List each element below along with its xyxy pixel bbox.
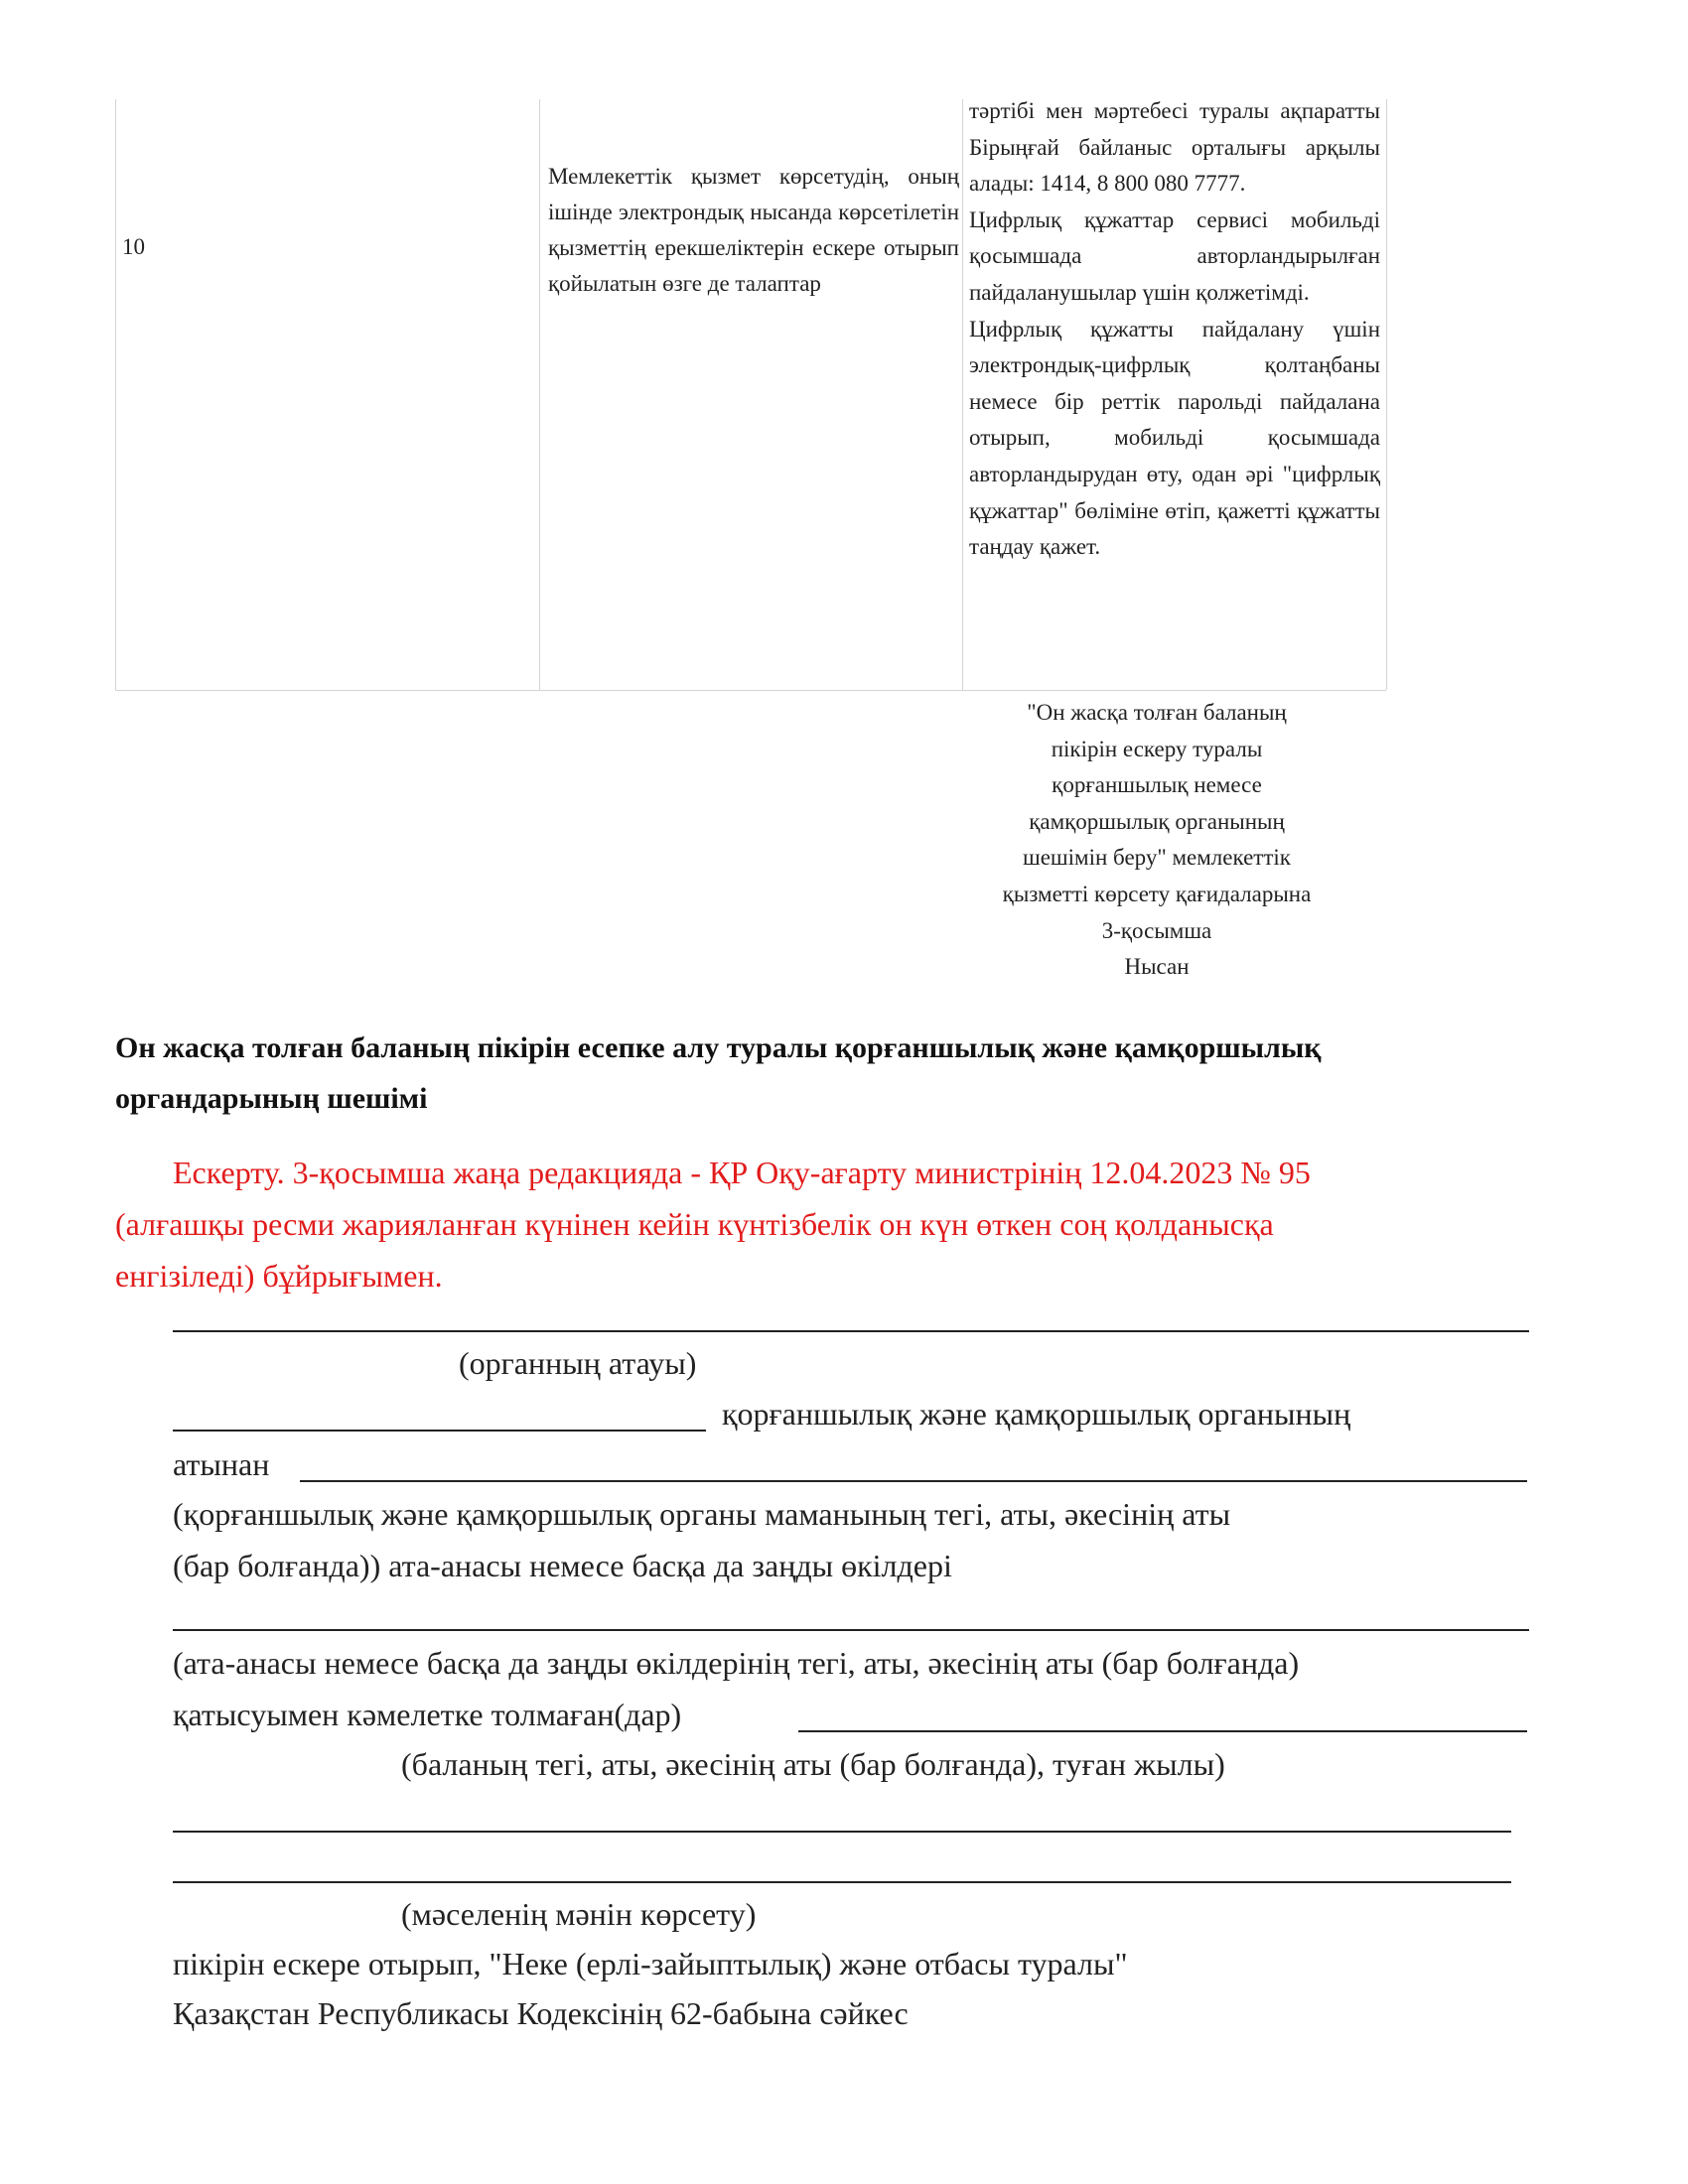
note-line: енгізіледі) бұйрығымен. xyxy=(115,1258,443,1294)
requirement-text: Мемлекеттік қызмет көрсетудің, оның ішінде электрондық нысанда көрсетілетін қызметтің ерекшеліктерін ескере отырып қойылатын өзге де талаптар xyxy=(548,164,959,296)
title-line: органдарының шешімі xyxy=(115,1082,428,1115)
organ-field[interactable] xyxy=(173,1430,706,1432)
annex-line: шешімін беру" мемлекеттік xyxy=(1023,845,1291,871)
minors-name-field[interactable] xyxy=(798,1730,1527,1732)
considering-text: пікірін ескере отырып, "Неке (ерлі-зайыптылық) және отбасы туралы" xyxy=(173,1946,1128,1981)
parents-caption: (ата-анасы немесе басқа да заңды өкілдерінің тегі, аты, әкесінің аты (бар болғанда) xyxy=(173,1645,1300,1681)
amendment-note xyxy=(115,1147,1563,1301)
organ-name-caption: (органның атауы) xyxy=(459,1345,697,1381)
specialist-caption-line1: (қорғаншылық және қамқоршылық органы маманының тегі, аты, әкесінің аты xyxy=(173,1496,1231,1532)
parents-name-field[interactable] xyxy=(173,1629,1529,1631)
table-cell-number xyxy=(116,99,540,690)
annex-line: қамқоршылық органының xyxy=(1029,808,1285,834)
table-cell-description xyxy=(963,99,1387,690)
services-table xyxy=(115,99,1386,691)
note-line: Ескерту. 3-қосымша жаңа редакцияда - ҚР Оқу-ағарту министрінің 12.04.2023 № 95 xyxy=(173,1155,1311,1190)
description-paragraph: Цифрлық құжаттар сервисі мобильді қосымшада авторландырылған пайдаланушылар үшін қолжетімді. xyxy=(969,206,1380,305)
annex-number: 3-қосымша xyxy=(1101,917,1212,943)
on-behalf-prefix: атынан xyxy=(173,1446,270,1482)
organ-name-field[interactable] xyxy=(173,1330,1529,1332)
description-paragraph: тәртібі мен мәртебесі туралы ақпаратты Бірыңғай байланыс орталығы арқылы алады: 1414, 8 800 080 7777. xyxy=(969,98,1380,197)
annex-line: "Он жасқа толған баланың xyxy=(1027,700,1287,725)
note-line: (алғашқы ресми жарияланған күнінен кейін күнтізбелік он күн өткен соң қолданысқа xyxy=(115,1206,1274,1242)
annex-line: пікірін ескеру туралы xyxy=(1051,736,1263,761)
table-cell-requirement xyxy=(540,99,963,690)
specialist-caption-line2: (бар болғанда)) ата-анасы немесе басқа да заңды өкілдері xyxy=(173,1548,952,1583)
issue-field-line2[interactable] xyxy=(173,1881,1511,1883)
specialist-name-field[interactable] xyxy=(300,1480,1527,1482)
title-line: Он жасқа толған баланың пікірін есепке алу туралы қорғаншылық және қамқоршылық xyxy=(115,1031,1322,1064)
description-text xyxy=(969,93,1380,566)
annex-line: қызметті көрсету қағидаларына xyxy=(1002,881,1312,906)
annex-header xyxy=(933,695,1380,986)
issue-caption: (мәселенің мәнін көрсету) xyxy=(401,1896,757,1932)
row-number: 10 xyxy=(122,234,145,259)
on-behalf-suffix: қорғаншылық және қамқоршылық органының xyxy=(722,1396,1351,1432)
annex-line: қорғаншылық немесе xyxy=(1052,772,1262,798)
document-title xyxy=(115,1023,1505,1124)
issue-field-line1[interactable] xyxy=(173,1831,1511,1833)
code-reference-text: Қазақстан Республикасы Кодексінің 62-бабына сәйкес xyxy=(173,1995,909,2031)
child-caption: (баланың тегі, аты, әкесінің аты (бар болғанда), туған жылы) xyxy=(401,1746,1225,1782)
form-label: Нысан xyxy=(1124,954,1190,980)
description-paragraph: Цифрлық құжатты пайдалану үшін электрондық-цифрлық қолтаңбаны немесе бір реттік парольді пайдалана отырып, мобильді қосымшада авторландырудан өту, одан әрі "цифрлық құжаттар" бөліміне өтіп, қажетті құжатты таңдау қажет. xyxy=(969,316,1380,560)
minors-prefix: қатысуымен кәмелетке толмаған(дар) xyxy=(173,1697,682,1732)
